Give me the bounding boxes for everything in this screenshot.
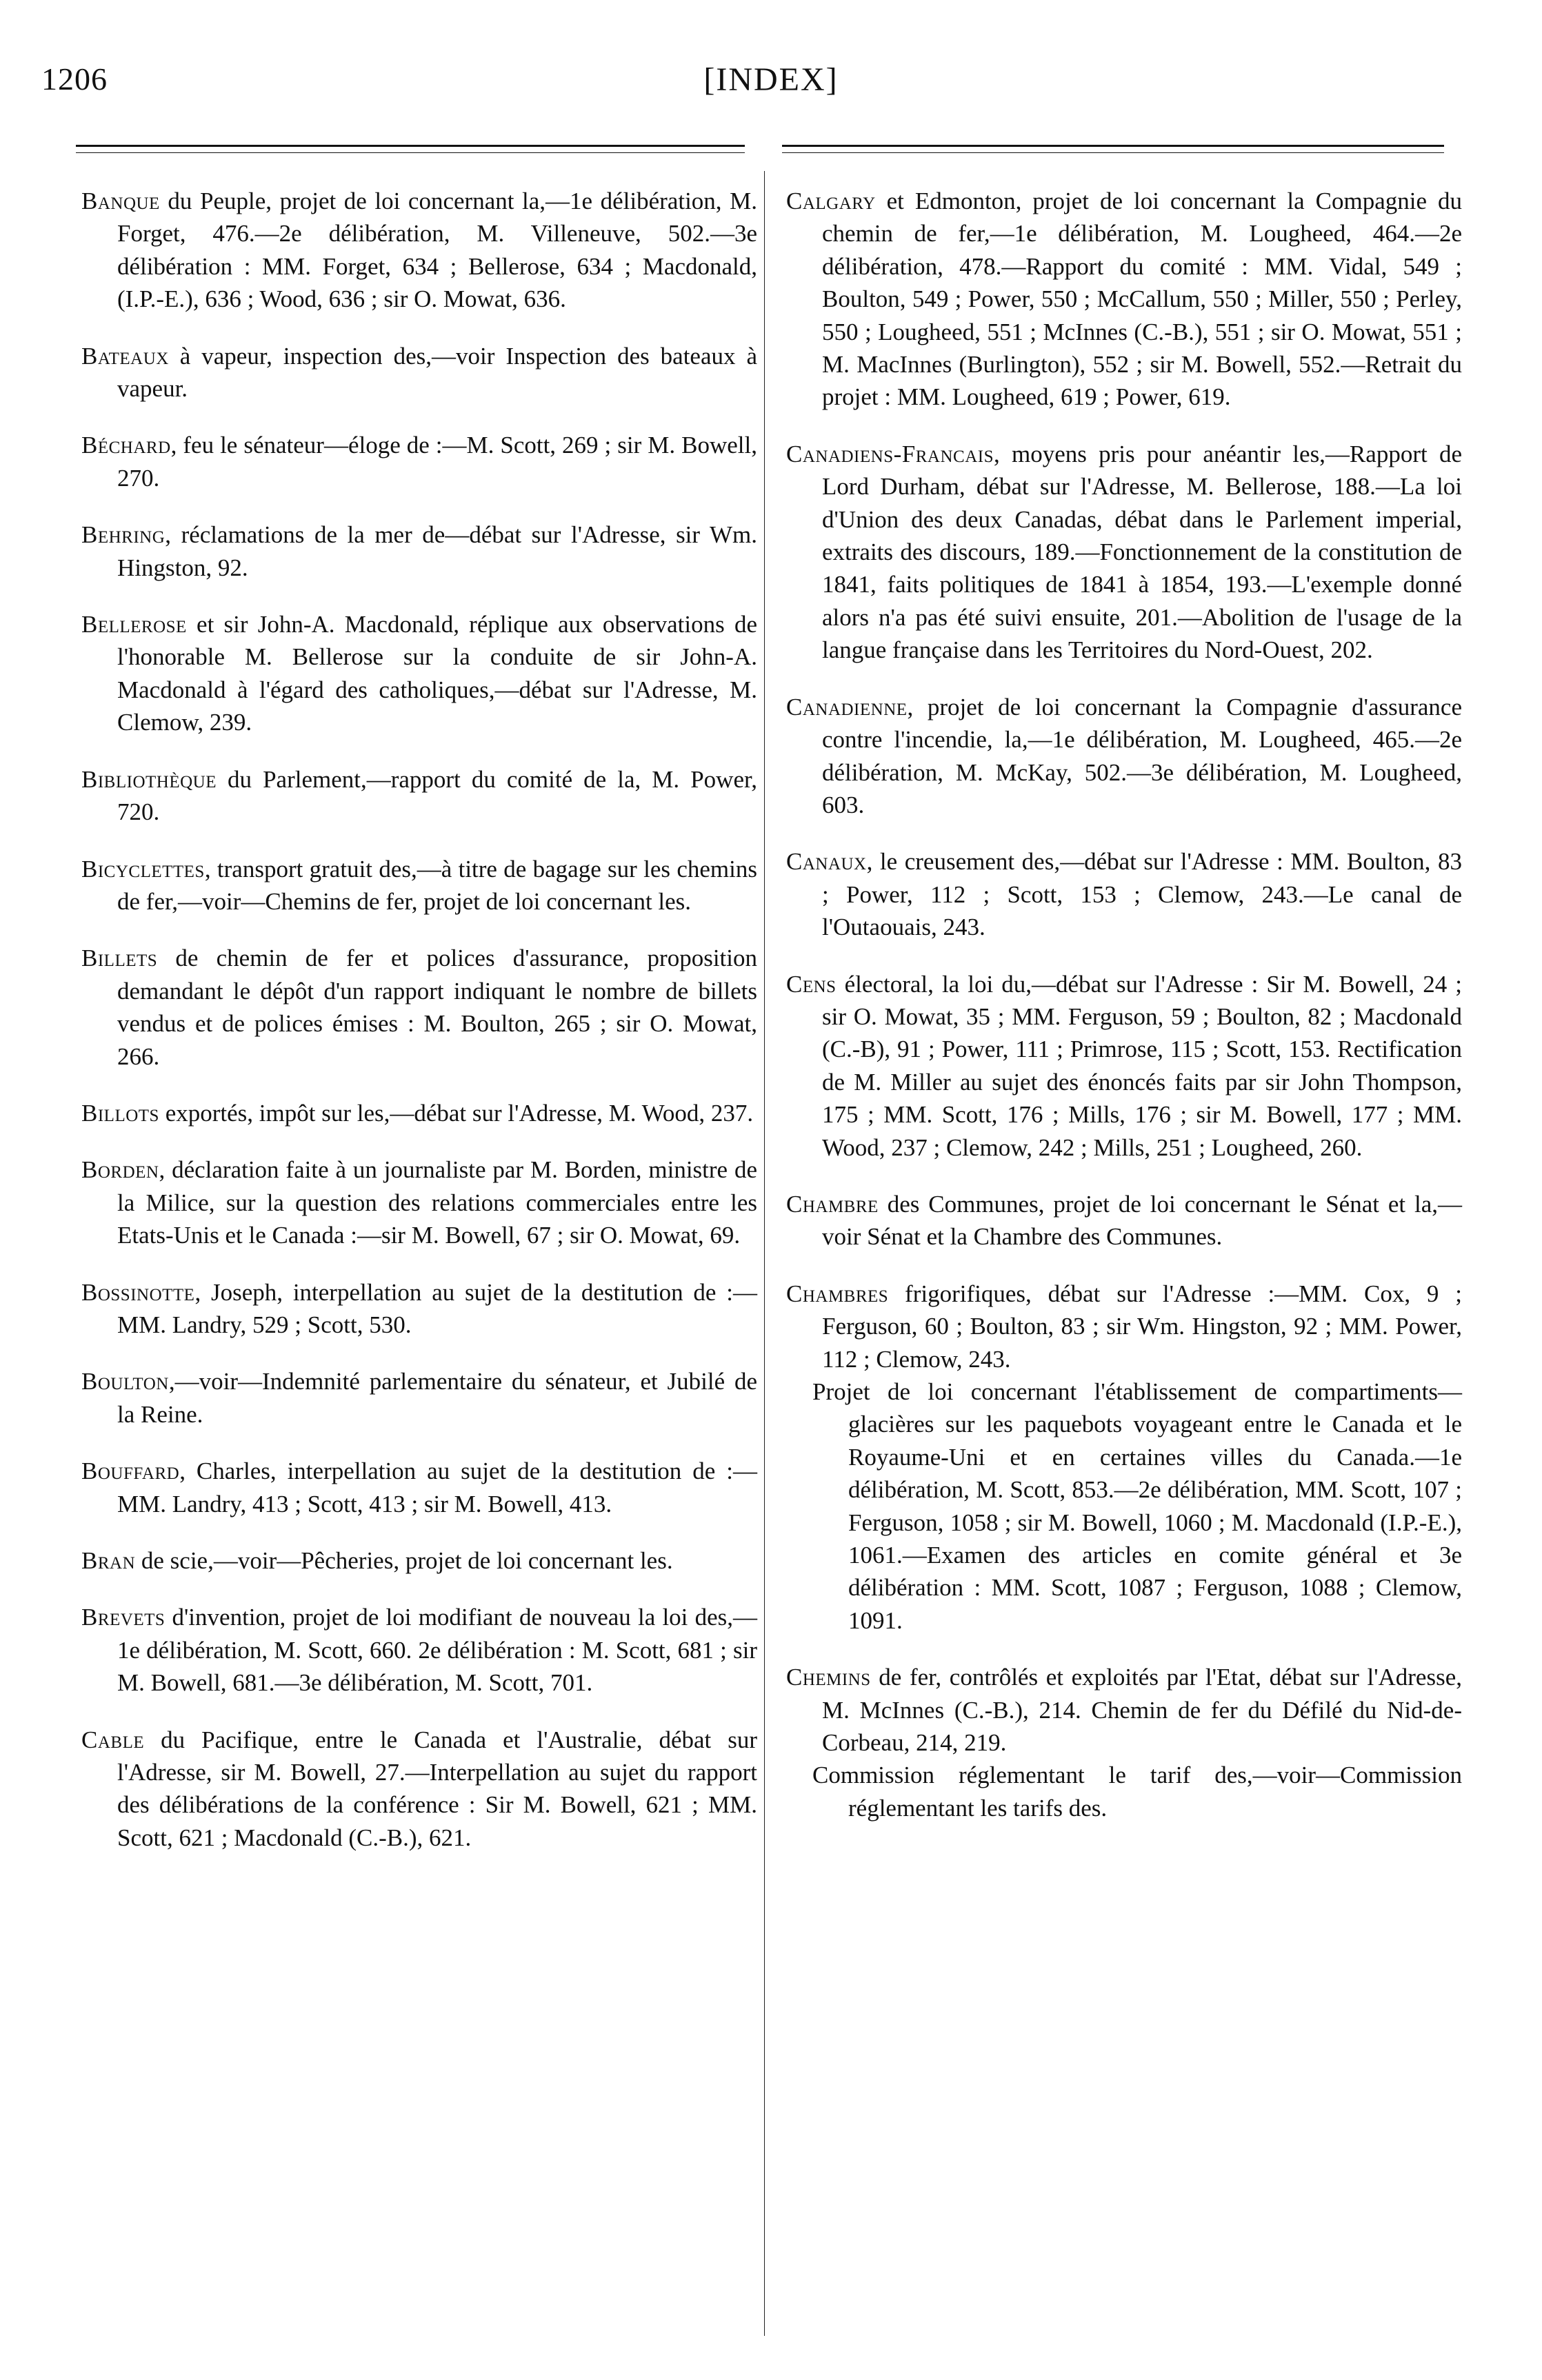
entry-text: de fer, contrôlés et exploités par l'Etat, débat sur l'Adresse, M. McInnes (C.-B.), 214. Chemin de fer du Défilé du Nid-de-Corbeau, 214, 219. (822, 1664, 1462, 1757)
index-entry (81, 1724, 757, 1855)
entry-heading: Borden (81, 1156, 159, 1184)
index-entry (786, 1278, 1462, 1375)
entry-text: , Joseph, interpellation au sujet de la destitution de :—MM. Landry, 529 ; Scott, 530. (117, 1278, 757, 1338)
entry-text: du Pacifique, entre le Canada et l'Australie, débat sur l'Adresse, sir M. Bowell, 27.—Interpellation au sujet du rapport des délibérations de la conférence : Sir M. Bowell, 621 ; MM. Scott, 621 ; Macdonald (C.-B.), 621. (117, 1726, 757, 1851)
entry-heading: Cable (81, 1726, 145, 1753)
entry-heading: Bateaux (81, 342, 169, 370)
entry-text: , moyens pris pour anéantir les,—Rapport de Lord Durham, débat sur l'Adresse, M. Bellerose, 188.—La loi d'Union des deux Canadas, débat dans le Parlement imperial, extraits des discours, 189.—Fonctionnement de la constitution de 1841, faits politiques de 1841 à 1854, 193.—L'exemple donné alors n'a pas été suivi ensuite, 201.—Abolition de l'usage de la langue française dans les Territoires du Nord-Ouest, 202. (822, 440, 1462, 664)
index-entry (786, 968, 1462, 1164)
entry-text: , transport gratuit des,—à titre de bagage sur les chemins de fer,—voir—Chemins de fer, projet de loi concernant les. (117, 855, 757, 915)
entry-heading: Behring (81, 521, 166, 549)
index-subentry (786, 1375, 1462, 1637)
entry-heading: Bossinotte (81, 1278, 195, 1306)
entry-text: du Parlement,—rapport du comité de la, M. Power, 720. (117, 765, 757, 826)
index-column-right (786, 185, 1462, 1848)
entry-heading: Chemins (786, 1664, 871, 1691)
entry-text: , Charles, interpellation au sujet de la destitution de :—MM. Landry, 413 ; Scott, 413 ; sir M. Bowell, 413. (117, 1458, 757, 1517)
entry-heading: Billots (81, 1099, 159, 1127)
entry-text: et sir John-A. Macdonald, réplique aux observations de l'honorable M. Bellerose sur la conduite de sir John-A. Macdonald à l'égard des catholiques,—débat sur l'Adresse, M. Clemow, 239. (117, 611, 757, 736)
entry-heading: Cens (786, 970, 837, 998)
entry-heading: Banque (81, 188, 160, 214)
page-header: [INDEX] (703, 61, 839, 98)
entry-text: , le creusement des,—débat sur l'Adresse : MM. Boulton, 83 ; Power, 112 ; Scott, 153 ; Clemow, 243.—Le canal de l'Outaouais, 243. (822, 848, 1462, 941)
entry-text: , projet de loi concernant la Compagnie d'assurance contre l'incendie, la,—1e délibération, M. Lougheed, 465.—2e délibération, M. McKay, 502.—3e délibération, M. Lougheed, 603. (822, 693, 1462, 818)
entry-text: de scie,—voir—Pêcheries, projet de loi concernant les. (135, 1547, 673, 1574)
page-number: 1206 (41, 61, 108, 97)
index-entry (81, 518, 757, 584)
entry-text: , déclaration faite à un journaliste par M. Borden, ministre de la Milice, sur la question des relations commerciales entre les Etats-Unis et le Canada :—sir M. Bowell, 67 ; sir O. Mowat, 69. (117, 1156, 757, 1249)
entry-heading: Canaux (786, 848, 867, 876)
entry-text: frigorifiques, débat sur l'Adresse :—MM. Cox, 9 ; Ferguson, 60 ; Boulton, 83 ; sir Wm. Hingston, 92 ; MM. Power, 112 ; Clemow, 243. (822, 1280, 1462, 1373)
entry-heading: Calgary (786, 188, 876, 214)
index-entry (81, 1455, 757, 1520)
index-entry (81, 1097, 757, 1129)
entry-text: Commission réglementant le tarif des,—voir—Commission réglementant les tarifs des. (812, 1762, 1462, 1822)
entry-heading: Brevets (81, 1604, 166, 1631)
index-entry (786, 845, 1462, 943)
entry-text: ,—voir—Indemnité parlementaire du sénateur, et Jubilé de la Reine. (117, 1368, 757, 1428)
index-entry (786, 185, 1462, 414)
index-entry (81, 340, 757, 405)
index-entry (786, 438, 1462, 667)
index-entry (81, 1601, 757, 1699)
entry-heading: Chambre (786, 1190, 879, 1218)
entry-heading: Bibliothèque (81, 765, 217, 793)
index-entry (786, 1188, 1462, 1253)
index-entry (81, 608, 757, 739)
entry-text: exportés, impôt sur les,—débat sur l'Adresse, M. Wood, 237. (159, 1099, 754, 1127)
entry-text: des Communes, projet de loi concernant le Sénat et la,—voir Sénat et la Chambre des Communes. (822, 1190, 1462, 1251)
index-entry (81, 429, 757, 494)
entry-text: d'invention, projet de loi modifiant de nouveau la loi des,—1e délibération, M. Scott, 660. 2e délibération : M. Scott, 681 ; sir M. Bowell, 681.—3e délibération, M. Scott, 701. (117, 1604, 757, 1697)
index-entry (786, 1661, 1462, 1759)
index-entry (81, 942, 757, 1073)
entry-heading: Billets (81, 945, 158, 972)
entry-text: de chemin de fer et polices d'assurance, proposition demandant le dépôt d'un rapport indiquant le nombre de billets vendus et de polices émises : M. Boulton, 265 ; sir O. Mowat, 266. (117, 945, 757, 1070)
entry-text: Projet de loi concernant l'établissement de compartiments—glacières sur les paquebots voyageant entre le Canada et le Royaume-Uni et en certaines villes du Canada.—1e délibération, M. Scott, 853.—2e délibération, MM. Scott, 107 ; Ferguson, 1058 ; sir M. Bowell, 1060 ; M. Macdonald (I.P.-E.), 1061.—Examen des articles en comite général et 3e délibération : MM. Scott, 1087 ; Ferguson, 1088 ; Clemow, 1091. (812, 1378, 1462, 1634)
entry-text: , feu le sénateur—éloge de :—M. Scott, 269 ; sir M. Bowell, 270. (117, 432, 757, 492)
entry-heading: Bran (81, 1547, 136, 1574)
entry-text: et Edmonton, projet de loi concernant la Compagnie du chemin de fer,—1e délibération, M. Lougheed, 464.—2e délibération, 478.—Rapport du comité : MM. Vidal, 549 ; Boulton, 549 ; Power, 550 ; McCallum, 550 ; Miller, 550 ; Perley, 550 ; Lougheed, 551 ; McInnes (C.-B.), 551 ; sir O. Mowat, 551 ; M. MacInnes (Burlington), 552 ; sir M. Bowell, 552.—Retrait du projet : MM. Lougheed, 619 ; Power, 619. (822, 188, 1462, 411)
index-entry (81, 1365, 757, 1431)
entry-heading: Bellerose (81, 611, 187, 638)
index-entry (81, 185, 757, 316)
entry-text: du Peuple, projet de loi concernant la,—1e délibération, M. Forget, 476.—2e délibération, M. Villeneuve, 502.—3e délibération : MM. Forget, 634 ; Bellerose, 634 ; Macdonald, (I.P.-E.), 636 ; Wood, 636 ; sir O. Mowat, 636. (117, 188, 757, 313)
entry-text: à vapeur, inspection des,—voir Inspection des bateaux à vapeur. (117, 342, 757, 403)
entry-text: électoral, la loi du,—débat sur l'Adresse : Sir M. Bowell, 24 ; sir O. Mowat, 35 ; MM. Ferguson, 59 ; Boulton, 82 ; Macdonald (C.-B), 91 ; Power, 111 ; Primrose, 115 ; Scott, 153. Rectification de M. Miller au sujet des énoncés faits par sir John Thompson, 175 ; MM. Scott, 176 ; Mills, 176 ; sir M. Bowell, 177 ; MM. Wood, 237 ; Clemow, 242 ; Mills, 251 ; Lougheed, 260. (822, 970, 1462, 1161)
entry-heading: Bouffard (81, 1458, 180, 1485)
index-entry (81, 763, 757, 829)
index-entry (81, 1276, 757, 1342)
entry-text: , réclamations de la mer de—débat sur l'Adresse, sir Wm. Hingston, 92. (117, 521, 757, 581)
header-rule-right (782, 145, 1444, 153)
entry-heading: Canadiens-Francais (786, 440, 994, 467)
index-entry (81, 1153, 757, 1251)
entry-heading: Bicyclettes (81, 855, 205, 883)
header-rule-left (76, 145, 745, 153)
index-subentry (786, 1759, 1462, 1824)
entry-heading: Béchard (81, 432, 171, 459)
column-separator (764, 171, 765, 2336)
index-column-left (81, 185, 757, 1878)
index-entry (81, 853, 757, 918)
entry-heading: Canadienne (786, 693, 908, 720)
index-entry (786, 691, 1462, 822)
index-entry (81, 1544, 757, 1577)
entry-heading: Chambres (786, 1280, 889, 1307)
entry-heading: Boulton (81, 1368, 169, 1395)
